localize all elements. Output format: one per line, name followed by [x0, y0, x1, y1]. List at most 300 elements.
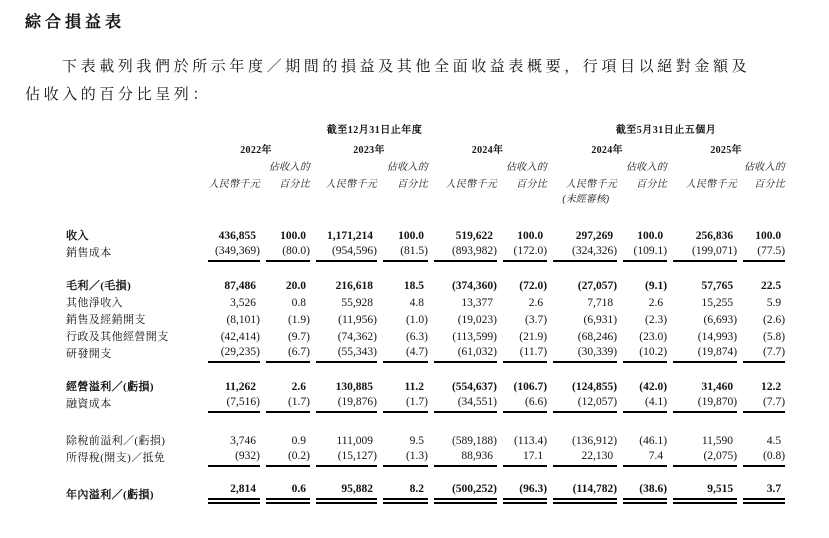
cell-underline-area [383, 396, 428, 413]
cell-value [260, 433, 310, 450]
cell-text: 256,836 [695, 230, 734, 242]
cell-value [547, 228, 617, 245]
cell-underline-area [673, 245, 737, 262]
cell-value [428, 433, 497, 450]
cell-underline-area [208, 435, 260, 450]
cell-value [310, 295, 377, 312]
cell-text: 8.2 [409, 483, 424, 495]
cell-underline-area [266, 346, 310, 363]
cell-text: (6.6) [525, 396, 548, 408]
row-label: 研發開支 [66, 348, 112, 360]
cell-underline-area [623, 331, 667, 346]
cell-underline-area [623, 280, 667, 295]
cell-text: 20.0 [285, 280, 306, 292]
cell-value [202, 396, 260, 413]
cell-text: 87,486 [224, 280, 256, 292]
table-row [66, 396, 785, 413]
cell-value [260, 278, 310, 295]
cell-value [202, 483, 260, 504]
pct-of-revenue-header-0: 佔收入的 [268, 162, 310, 173]
cell-value [377, 379, 428, 396]
section-gap-cell [66, 206, 785, 228]
cell-text: (11.7) [519, 346, 548, 358]
cell-value [497, 450, 547, 467]
cell-underline-area [553, 314, 617, 329]
cell-text: 11,262 [225, 381, 256, 393]
cell-underline-area [316, 346, 377, 363]
cell-value [310, 312, 377, 329]
section-gap-cell [66, 413, 785, 433]
cell-value [667, 245, 737, 262]
cell-text: (55,343) [337, 346, 377, 358]
cell-text: (27,057) [577, 280, 618, 292]
cell-text: 1,171,214 [327, 230, 373, 242]
cell-text: (7.7) [763, 346, 786, 358]
cell-value [310, 379, 377, 396]
cell-underline-area [673, 314, 737, 329]
cell-underline-area [383, 483, 428, 504]
section-gap [66, 206, 785, 228]
cell-value [310, 278, 377, 295]
cell-value [497, 483, 547, 504]
cell-underline-area [673, 346, 737, 363]
table-row [66, 278, 785, 295]
page-title: 綜合損益表 [25, 14, 126, 31]
cell-text: (172.0) [513, 245, 548, 257]
header-pct-top-row [66, 157, 785, 174]
cell-underline-area [503, 230, 547, 245]
cell-underline-area [673, 381, 737, 396]
amount-spacer-cell [310, 157, 377, 174]
cell-value [377, 228, 428, 245]
cell-value [737, 312, 785, 329]
cell-underline-area [623, 381, 667, 396]
cell-text: (61,032) [457, 346, 497, 358]
intro-paragraph [25, 53, 807, 109]
row-label: 年內溢利／(虧損) [66, 489, 154, 501]
cell-underline-area [743, 450, 785, 467]
cell-underline-area [266, 331, 310, 346]
cell-underline-area [623, 396, 667, 413]
cell-value [617, 346, 667, 363]
cell-text: (1.0) [405, 314, 428, 326]
cell-text: 519,622 [455, 230, 493, 242]
cell-value [617, 450, 667, 467]
cell-underline-area [503, 280, 547, 295]
cell-value [202, 379, 260, 396]
pct-header-2: 百分比 [516, 179, 548, 190]
cell-underline-area [503, 483, 547, 504]
cell-text: (42,414) [220, 331, 260, 343]
cell-underline-area [316, 230, 377, 245]
cell-text: (77.5) [757, 245, 786, 257]
cell-value [617, 329, 667, 346]
amount-unit-header-4: 人民幣千元 [685, 179, 738, 190]
cell-underline-area [673, 483, 737, 504]
cell-underline-area [434, 435, 497, 450]
cell-text: (19,874) [697, 346, 738, 358]
cell-underline-area [553, 450, 617, 467]
cell-value [202, 295, 260, 312]
cell-value [617, 295, 667, 312]
cell-underline-area [673, 435, 737, 450]
period-group-header-0: 截至12月31日止年度 [326, 125, 423, 136]
cell-text: 11,590 [701, 435, 734, 447]
cell-value [617, 396, 667, 413]
cell-text: (6,931) [583, 314, 618, 326]
cell-value [667, 396, 737, 413]
cell-underline-area [503, 396, 547, 413]
cell-text: 2.6 [291, 381, 306, 393]
cell-value [617, 312, 667, 329]
cell-value [428, 450, 497, 467]
cell-text: 100.0 [755, 230, 782, 242]
pct-of-revenue-header-4: 佔收入的 [743, 162, 786, 173]
cell-underline-area [316, 396, 377, 413]
cell-text: (2.6) [763, 314, 786, 326]
cell-value [202, 346, 260, 363]
cell-value [617, 278, 667, 295]
table-row [66, 433, 785, 450]
pct-spacer-cell [497, 191, 547, 206]
year-header-1: 2023年 [353, 145, 385, 156]
cell-text: (8,101) [226, 314, 260, 326]
cell-underline-area [673, 230, 737, 245]
cell-value [667, 346, 737, 363]
cell-text: 95,882 [341, 483, 373, 495]
cell-underline-area [266, 314, 310, 329]
cell-text: 297,269 [575, 230, 614, 242]
cell-text: (6,693) [703, 314, 738, 326]
pct-header-0: 百分比 [279, 179, 310, 190]
cell-text: (21.9) [519, 331, 548, 343]
amount-spacer-cell [667, 191, 737, 206]
cell-text: (19,023) [457, 314, 497, 326]
row-label: 行政及其他經營開支 [66, 331, 169, 343]
cell-value [617, 228, 667, 245]
cell-text: 17.1 [522, 450, 544, 462]
row-label: 其他淨收入 [66, 297, 123, 309]
cell-underline-area [434, 297, 497, 312]
cell-text: (113,599) [452, 331, 497, 343]
cell-value [428, 278, 497, 295]
cell-text: 216,618 [335, 280, 373, 292]
cell-text: (589,188) [451, 435, 497, 447]
cell-text: (6.3) [405, 331, 428, 343]
section-gap [66, 413, 785, 433]
cell-underline-area [623, 450, 667, 467]
cell-value [428, 245, 497, 262]
year-header-3: 2024年 [591, 145, 623, 156]
cell-value [310, 396, 377, 413]
cell-underline-area [316, 381, 377, 396]
cell-value [497, 396, 547, 413]
pct-spacer-cell [617, 191, 667, 206]
cell-text: (11,956) [338, 314, 377, 326]
cell-value [497, 228, 547, 245]
cell-text: 22,130 [581, 450, 614, 462]
cell-underline-area [743, 381, 785, 396]
cell-text: 13,377 [461, 297, 493, 309]
cell-value [310, 245, 377, 262]
cell-value [497, 433, 547, 450]
cell-text: (29,235) [220, 346, 260, 358]
cell-text: (374,360) [451, 280, 497, 292]
cell-underline-area [623, 230, 667, 245]
cell-underline-area [266, 381, 310, 396]
cell-underline-area [266, 230, 310, 245]
header-spacer-cell [66, 191, 202, 206]
cell-text: (893,982) [451, 245, 497, 257]
cell-value [667, 278, 737, 295]
cell-text: (106.7) [513, 381, 548, 393]
cell-value [547, 295, 617, 312]
cell-text: 12.2 [760, 381, 782, 393]
cell-text: (109.1) [633, 245, 668, 257]
cell-underline-area [503, 346, 547, 363]
cell-underline-area [434, 381, 497, 396]
cell-value [497, 312, 547, 329]
cell-underline-area [503, 331, 547, 346]
cell-value [260, 245, 310, 262]
cell-value [667, 329, 737, 346]
cell-text: 4.5 [766, 435, 782, 447]
cell-text: (38.6) [639, 483, 668, 495]
cell-underline-area [553, 280, 617, 295]
table-row [66, 379, 785, 396]
amount-unit-header-0: 人民幣千元 [208, 179, 260, 190]
pct-spacer-cell [377, 191, 428, 206]
cell-value [497, 379, 547, 396]
header-spacer-cell [66, 137, 202, 157]
cell-text: (1.7) [405, 396, 428, 408]
cell-underline-area [434, 483, 497, 504]
cell-underline-area [553, 245, 617, 262]
cell-text: 100.0 [280, 230, 306, 242]
cell-value [547, 329, 617, 346]
cell-value [737, 228, 785, 245]
cell-value [497, 346, 547, 363]
cell-underline-area [553, 396, 617, 413]
cell-value [377, 245, 428, 262]
cell-value [547, 346, 617, 363]
cell-value [737, 483, 785, 504]
cell-text: (114,782) [572, 483, 618, 495]
cell-underline-area [266, 280, 310, 295]
cell-text: 55,928 [341, 297, 373, 309]
amount-unit-header-2: 人民幣千元 [445, 179, 497, 190]
header-unaudited-row [66, 191, 785, 206]
cell-underline-area [434, 314, 497, 329]
cell-underline-area [208, 483, 260, 504]
pct-of-revenue-header-3: 佔收入的 [625, 162, 668, 173]
cell-text: 3,746 [230, 435, 256, 447]
cell-value [667, 228, 737, 245]
cell-text: (1.3) [405, 450, 428, 462]
cell-underline-area [434, 346, 497, 363]
cell-value [497, 245, 547, 262]
cell-value [310, 346, 377, 363]
cell-text: (349,369) [214, 245, 260, 257]
cell-value [428, 329, 497, 346]
cell-underline-area [434, 280, 497, 295]
year-header-2: 2024年 [471, 145, 504, 156]
cell-value [737, 396, 785, 413]
cell-text: (324,326) [572, 245, 618, 257]
table-header [66, 117, 785, 206]
unaudited-note: (未經審核) [562, 194, 610, 205]
row-label: 所得稅(開支)／抵免 [66, 452, 166, 464]
cell-underline-area [673, 450, 737, 467]
cell-underline-area [316, 435, 377, 450]
section-gap-cell [66, 262, 785, 278]
cell-text: (74,362) [337, 331, 377, 343]
cell-value [737, 379, 785, 396]
section-gap [66, 262, 785, 278]
cell-underline-area [673, 297, 737, 312]
cell-value [202, 433, 260, 450]
cell-underline-area [743, 314, 785, 329]
cell-underline-area [623, 245, 667, 262]
cell-underline-area [503, 450, 547, 467]
cell-underline-area [266, 396, 310, 413]
cell-text: (0.8) [763, 450, 786, 462]
cell-underline-area [383, 314, 428, 329]
cell-text: 100.0 [398, 230, 424, 242]
cell-value [547, 379, 617, 396]
cell-underline-area [208, 297, 260, 312]
cell-value [260, 228, 310, 245]
cell-text: 5.9 [766, 297, 782, 309]
cell-text: 9,515 [707, 483, 734, 495]
cell-value [737, 295, 785, 312]
cell-underline-area [743, 435, 785, 450]
cell-value [202, 450, 260, 467]
cell-value [377, 346, 428, 363]
cell-underline-area [208, 381, 260, 396]
table-row [66, 245, 785, 262]
cell-value [667, 379, 737, 396]
cell-value [260, 450, 310, 467]
pct-spacer-cell [260, 191, 310, 206]
cell-value [260, 379, 310, 396]
cell-text: 9.5 [409, 435, 424, 447]
cell-text: 4.8 [409, 297, 424, 309]
cell-underline-area [383, 331, 428, 346]
section-gap-cell [66, 467, 785, 483]
cell-underline-area [503, 245, 547, 262]
cell-value [617, 483, 667, 504]
cell-value [260, 346, 310, 363]
cell-text: 0.6 [291, 483, 306, 495]
header-spacer-cell [66, 117, 202, 137]
cell-value [667, 433, 737, 450]
cell-underline-area [383, 280, 428, 295]
cell-text: (19,870) [697, 396, 738, 408]
cell-text: (46.1) [639, 435, 668, 447]
cell-underline-area [266, 245, 310, 262]
section-gap-cell [66, 363, 785, 379]
cell-text: 0.9 [291, 435, 306, 447]
amount-spacer-cell [202, 191, 260, 206]
cell-underline-area [503, 435, 547, 450]
row-label: 收入 [66, 230, 89, 242]
cell-value [428, 295, 497, 312]
header-year-row [66, 137, 785, 157]
cell-text: (23.0) [639, 331, 668, 343]
year-header-4: 2025年 [710, 145, 742, 156]
cell-underline-area [623, 483, 667, 504]
cell-value [377, 278, 428, 295]
cell-value [617, 379, 667, 396]
table-row [66, 346, 785, 363]
cell-underline-area [266, 483, 310, 504]
cell-value [260, 312, 310, 329]
cell-underline-area [383, 346, 428, 363]
cell-value [310, 228, 377, 245]
cell-text: 31,460 [701, 381, 734, 393]
amount-unit-header-3: 人民幣千元 [565, 179, 618, 190]
cell-value [202, 312, 260, 329]
cell-underline-area [266, 435, 310, 450]
cell-underline-area [503, 381, 547, 396]
cell-value [497, 329, 547, 346]
cell-underline-area [434, 450, 497, 467]
cell-underline-area [383, 297, 428, 312]
cell-value [260, 396, 310, 413]
income-statement-table [66, 117, 785, 504]
cell-text: (500,252) [451, 483, 497, 495]
cell-text: (554,637) [451, 381, 497, 393]
cell-value [737, 450, 785, 467]
cell-text: (1.7) [287, 396, 310, 408]
year-header-0: 2022年 [240, 145, 272, 156]
pct-header-1: 百分比 [397, 179, 428, 190]
cell-text: (954,596) [331, 245, 377, 257]
cell-text: (5.8) [763, 331, 786, 343]
cell-text: (6.7) [287, 346, 310, 358]
cell-text: (4.7) [405, 346, 428, 358]
cell-text: 2.6 [648, 297, 664, 309]
cell-text: 18.5 [403, 280, 424, 292]
cell-text: 15,255 [701, 297, 734, 309]
cell-text: (2.3) [645, 314, 668, 326]
cell-value [310, 329, 377, 346]
pct-of-revenue-header-1: 佔收入的 [386, 162, 428, 173]
cell-underline-area [434, 331, 497, 346]
cell-text: (81.5) [400, 245, 428, 257]
cell-underline-area [434, 396, 497, 413]
table-row [66, 450, 785, 467]
cell-text: 11.2 [404, 381, 424, 393]
cell-underline-area [503, 297, 547, 312]
cell-text: (10.2) [639, 346, 668, 358]
cell-underline-area [553, 297, 617, 312]
cell-text: 57,765 [701, 280, 734, 292]
cell-text: 88,936 [461, 450, 493, 462]
pct-of-revenue-header-2: 佔收入的 [505, 162, 548, 173]
cell-underline-area [316, 331, 377, 346]
cell-value [377, 433, 428, 450]
cell-underline-area [743, 280, 785, 295]
cell-underline-area [743, 331, 785, 346]
cell-value [377, 396, 428, 413]
cell-underline-area [383, 450, 428, 467]
cell-underline-area [208, 396, 260, 413]
cell-text: (0.2) [287, 450, 310, 462]
table-row [66, 312, 785, 329]
amount-spacer-cell [428, 191, 497, 206]
